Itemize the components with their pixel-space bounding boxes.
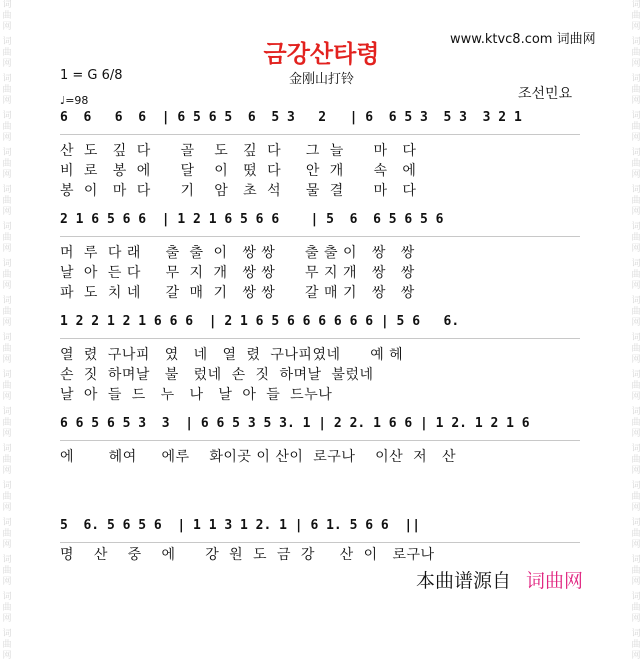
tempo-mark: ♩=98 <box>60 94 89 107</box>
source-label: 本曲谱源自 <box>416 570 512 592</box>
lyric-verse-1: 머 루 다 래 출 출 이 쌍 쌍 출 출 이 쌍 쌍 <box>60 245 415 261</box>
staff-divider <box>60 440 580 441</box>
score-system-1 <box>60 110 580 202</box>
score-system-4 <box>60 416 580 466</box>
lyric-verse-1: 산 도 깊 다 골 도 깊 다 그 늘 마 다 <box>60 143 417 159</box>
site-url: www.ktvc8.com 词曲网 <box>450 32 596 47</box>
lyric-verse-3: 파 도 치 네 갈 매 기 쌍 쌍 갈 매 기 쌍 쌍 <box>60 285 415 301</box>
notation-line: 6 6 6 6 | 6 5 6 5 6 5 3 2 | 6 6 5 3 5 3 3 2 1 <box>60 110 522 125</box>
brand-label: 词曲网 <box>526 570 584 592</box>
lyric-verse-1: 열 렸 구나피 였 네 열 렸 구나피였네 예 헤 <box>60 347 404 363</box>
lyric-verse-3: 봉 이 마 다 기 암 초 석 물 결 마 다 <box>60 183 417 199</box>
score-system-5 <box>60 518 580 568</box>
notation-line: 1 2 2 1 2 1 6 6 6 | 2 1 6 5 6 6 6 6 6 6 | 5 6 6. <box>60 314 460 329</box>
notation-line: 2 1 6 5 6 6 | 1 2 1 6 5 6 6 | 5 6 6 5 6 5 6 <box>60 212 444 227</box>
lyric-verse-2: 비 로 봉 에 달 이 떴 다 안 개 속 에 <box>60 163 417 179</box>
song-origin: 조선민요 <box>518 86 573 102</box>
notation-line: 6 6 5 6 5 3 3 | 6 6 5 3 5 3. 1 | 2 2. 1 6 6 | 1 2. 1 2 1 6 <box>60 416 530 431</box>
lyric-verse-1: 에 헤여 에루 화이곳 이 산이 로구나 이산 저 산 <box>60 449 456 465</box>
song-title: 금강산타령 <box>263 40 380 68</box>
staff-divider <box>60 134 580 135</box>
key-signature: 1 = G 6/8 <box>60 68 123 83</box>
lyric-verse-2: 날 아 든 다 무 지 개 쌍 쌍 무 지 개 쌍 쌍 <box>60 265 415 281</box>
lyric-verse-3: 날 아 들 드 누 나 날 아 들 드누나 <box>60 387 333 403</box>
song-subtitle: 金刚山打铃 <box>288 72 354 87</box>
side-watermark-left: 词 曲 网 词 曲 网 词 曲 网 词 曲 网 词 曲 网 词 曲 网 词 曲 网 词 曲 网 词 曲 网 词 曲 网 词 曲 网 词 曲 网 词 曲 网 词 曲 网 词 曲 网 词 曲 网 词 曲 网 词 曲 网 <box>2 0 12 661</box>
staff-divider <box>60 338 580 339</box>
lyric-verse-1: 명 산 중 에 강 원 도 금 강 산 이 로구나 <box>60 547 435 563</box>
side-watermark-right: 词 曲 网 词 曲 网 词 曲 网 词 曲 网 词 曲 网 词 曲 网 词 曲 网 词 曲 网 词 曲 网 词 曲 网 词 曲 网 词 曲 网 词 曲 网 词 曲 网 词 曲 网 词 曲 网 词 曲 网 词 曲 网 <box>631 0 641 661</box>
staff-divider <box>60 236 580 237</box>
score-system-3 <box>60 314 580 406</box>
score-system-2 <box>60 212 580 304</box>
lyric-verse-2: 손 짓 하며날 불 렀네 손 짓 하며날 불렀네 <box>60 367 374 383</box>
notation-line: 5 6. 5 6 5 6 | 1 1 3 1 2. 1 | 6 1. 5 6 6 || <box>60 518 421 533</box>
staff-divider <box>60 542 580 543</box>
